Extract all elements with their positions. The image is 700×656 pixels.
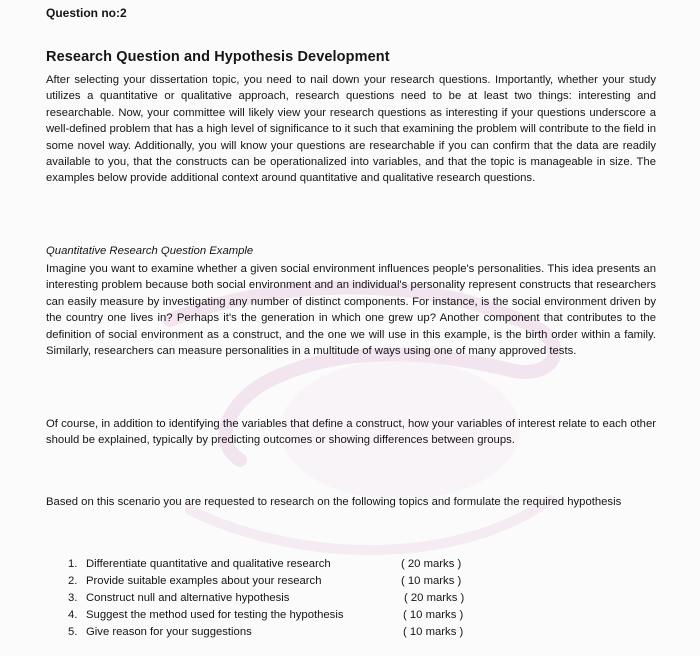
topic-text: Give reason for your suggestions <box>86 626 252 638</box>
topic-item <box>68 573 462 590</box>
topic-marks: ( 20 marks ) <box>404 592 465 604</box>
topic-item <box>68 556 462 573</box>
variables-paragraph: Of course, in addition to identifying the variables that define a construct, how your variables of interest relate to each other should be explained, typically by predicting outcomes or showing differences between groups. <box>46 418 656 447</box>
example-paragraph: Imagine you want to examine whether a given social environment influences people's personalities. This idea presents an interesting problem because both social environment and an individual's personality represent constructs that researchers can easily measure by investigating any number of distinct components. For instance, is the social environment driven by the country one lives in? Perhaps it's the generation in which one grew up? Another component that contributes to the definition of social environment as a construct, and the one we will use in this example, is the birth order within a family. Similarly, researchers can measure personalities in a multitude of ways using one of many approved tests. <box>46 263 656 358</box>
topic-marks: ( 10 marks ) <box>403 626 464 638</box>
topic-number: 1. <box>68 558 78 570</box>
topic-number: 3. <box>68 592 78 604</box>
section-heading: Research Question and Hypothesis Development <box>46 49 390 65</box>
intro-paragraph: After selecting your dissertation topic, you need to nail down your research questions. Importantly, whether your study utilizes a quantitative or qualitative approach, research questions need to be at least two things: interesting and researchable. Now, your committee will likely view your research questions as interesting if your questions underscore a well-defined problem that has a high level of significance to it such that examining the problem will contribute to the field in some novel way. Additionally, you will know your questions are researchable if you can confirm that the data are readily available to you, that the constructs can be operationalized into variables, and that the topic is manageable in size. The examples below provide additional context around quantitative and qualitative research questions. <box>46 74 656 185</box>
topic-text: Differentiate quantitative and qualitative research <box>86 558 331 570</box>
topic-number: 5. <box>68 626 78 638</box>
scenario-paragraph: Based on this scenario you are requested to research on the following topics and formulate the required hypothesis <box>46 496 622 508</box>
topic-item <box>68 590 465 607</box>
topics-list <box>68 556 465 641</box>
topic-text: Construct null and alternative hypothesis <box>86 592 290 604</box>
example-heading: Quantitative Research Question Example <box>46 245 254 257</box>
topic-text: Suggest the method used for testing the hypothesis <box>86 609 344 621</box>
topic-item <box>68 607 464 624</box>
question-number: Question no:2 <box>46 6 127 20</box>
topic-text: Provide suitable examples about your research <box>86 575 322 587</box>
topic-item <box>68 624 464 641</box>
topic-marks: ( 10 marks ) <box>403 609 464 621</box>
topic-number: 2. <box>68 575 78 587</box>
topic-marks: ( 20 marks ) <box>401 558 462 570</box>
topic-marks: ( 10 marks ) <box>401 575 462 587</box>
topic-number: 4. <box>68 609 78 621</box>
